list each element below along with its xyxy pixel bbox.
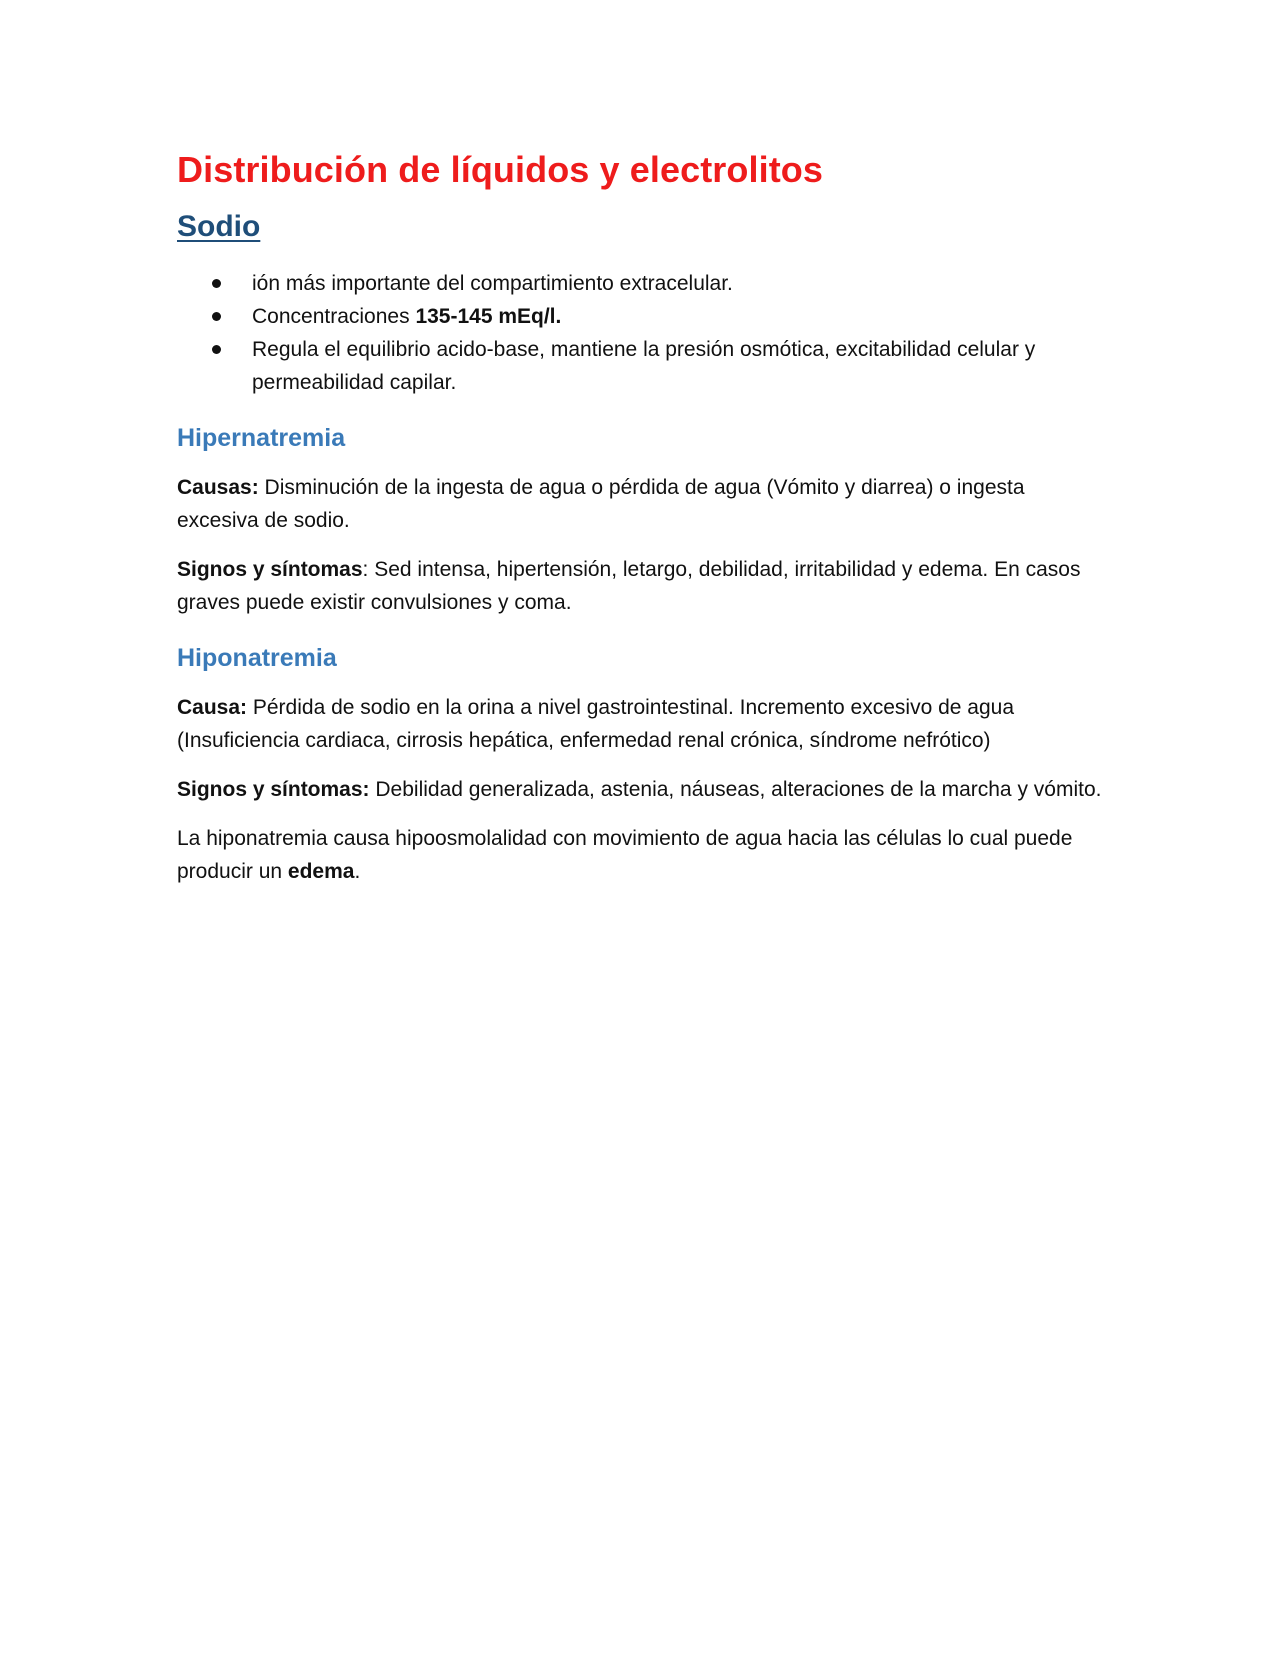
bullet-text: ión más importante del compartimiento extracelular. xyxy=(252,272,733,296)
subsection-heading-hiponatremia: Hiponatremia xyxy=(177,644,337,673)
hipernatremia-causas-paragraph xyxy=(177,471,1107,537)
list-item xyxy=(252,300,1107,333)
bullet-text: Regula el equilibrio acido-base, mantiene la presión osmótica, excitabilidad celular y permeabilidad capilar. xyxy=(252,338,1036,395)
hipernatremia-signos-paragraph xyxy=(177,553,1107,619)
signos-label: Signos y síntomas xyxy=(177,558,363,582)
list-item xyxy=(252,333,1107,399)
causas-text: Disminución de la ingesta de agua o pérdida de agua (Vómito y diarrea) o ingesta excesiva de sodio. xyxy=(177,476,1025,533)
signos-text: Debilidad generalizada, astenia, náuseas, alteraciones de la marcha y vómito. xyxy=(369,778,1102,802)
closing-end: . xyxy=(354,860,361,884)
signos-label: Signos y síntomas: xyxy=(177,778,370,802)
bullet-icon xyxy=(212,279,221,288)
bullet-text: Concentraciones xyxy=(252,305,416,329)
section-heading-sodio: Sodio xyxy=(177,210,261,244)
closing-bold-term: edema xyxy=(287,860,355,884)
sodio-bullet-list xyxy=(177,267,1107,399)
closing-text: La hiponatremia causa hipoosmolalidad con movimiento de agua hacia las células lo cual puede producir un xyxy=(177,827,1073,884)
causa-label: Causa: xyxy=(177,696,248,720)
bullet-bold-value: 135-145 mEq/l. xyxy=(415,305,562,329)
bullet-icon xyxy=(212,312,221,321)
causa-text: Pérdida de sodio en la orina a nivel gastrointestinal. Incremento excesivo de agua (Insuficiencia cardiaca, cirrosis hepática, enfermedad renal crónica, síndrome nefrótico) xyxy=(177,696,1015,753)
subsection-heading-hipernatremia: Hipernatremia xyxy=(177,424,346,453)
document-page xyxy=(177,148,1107,888)
causas-label: Causas: xyxy=(177,476,259,500)
signos-text: : Sed intensa, hipertensión, letargo, debilidad, irritabilidad y edema. En casos graves puede existir convulsiones y coma. xyxy=(177,558,1081,615)
bullet-icon xyxy=(212,345,221,354)
hiponatremia-causa-paragraph xyxy=(177,691,1107,757)
hiponatremia-signos-paragraph xyxy=(177,773,1107,806)
hiponatremia-closing-paragraph xyxy=(177,822,1107,888)
page-title: Distribución de líquidos y electrolitos xyxy=(177,149,823,190)
list-item xyxy=(252,267,1107,300)
